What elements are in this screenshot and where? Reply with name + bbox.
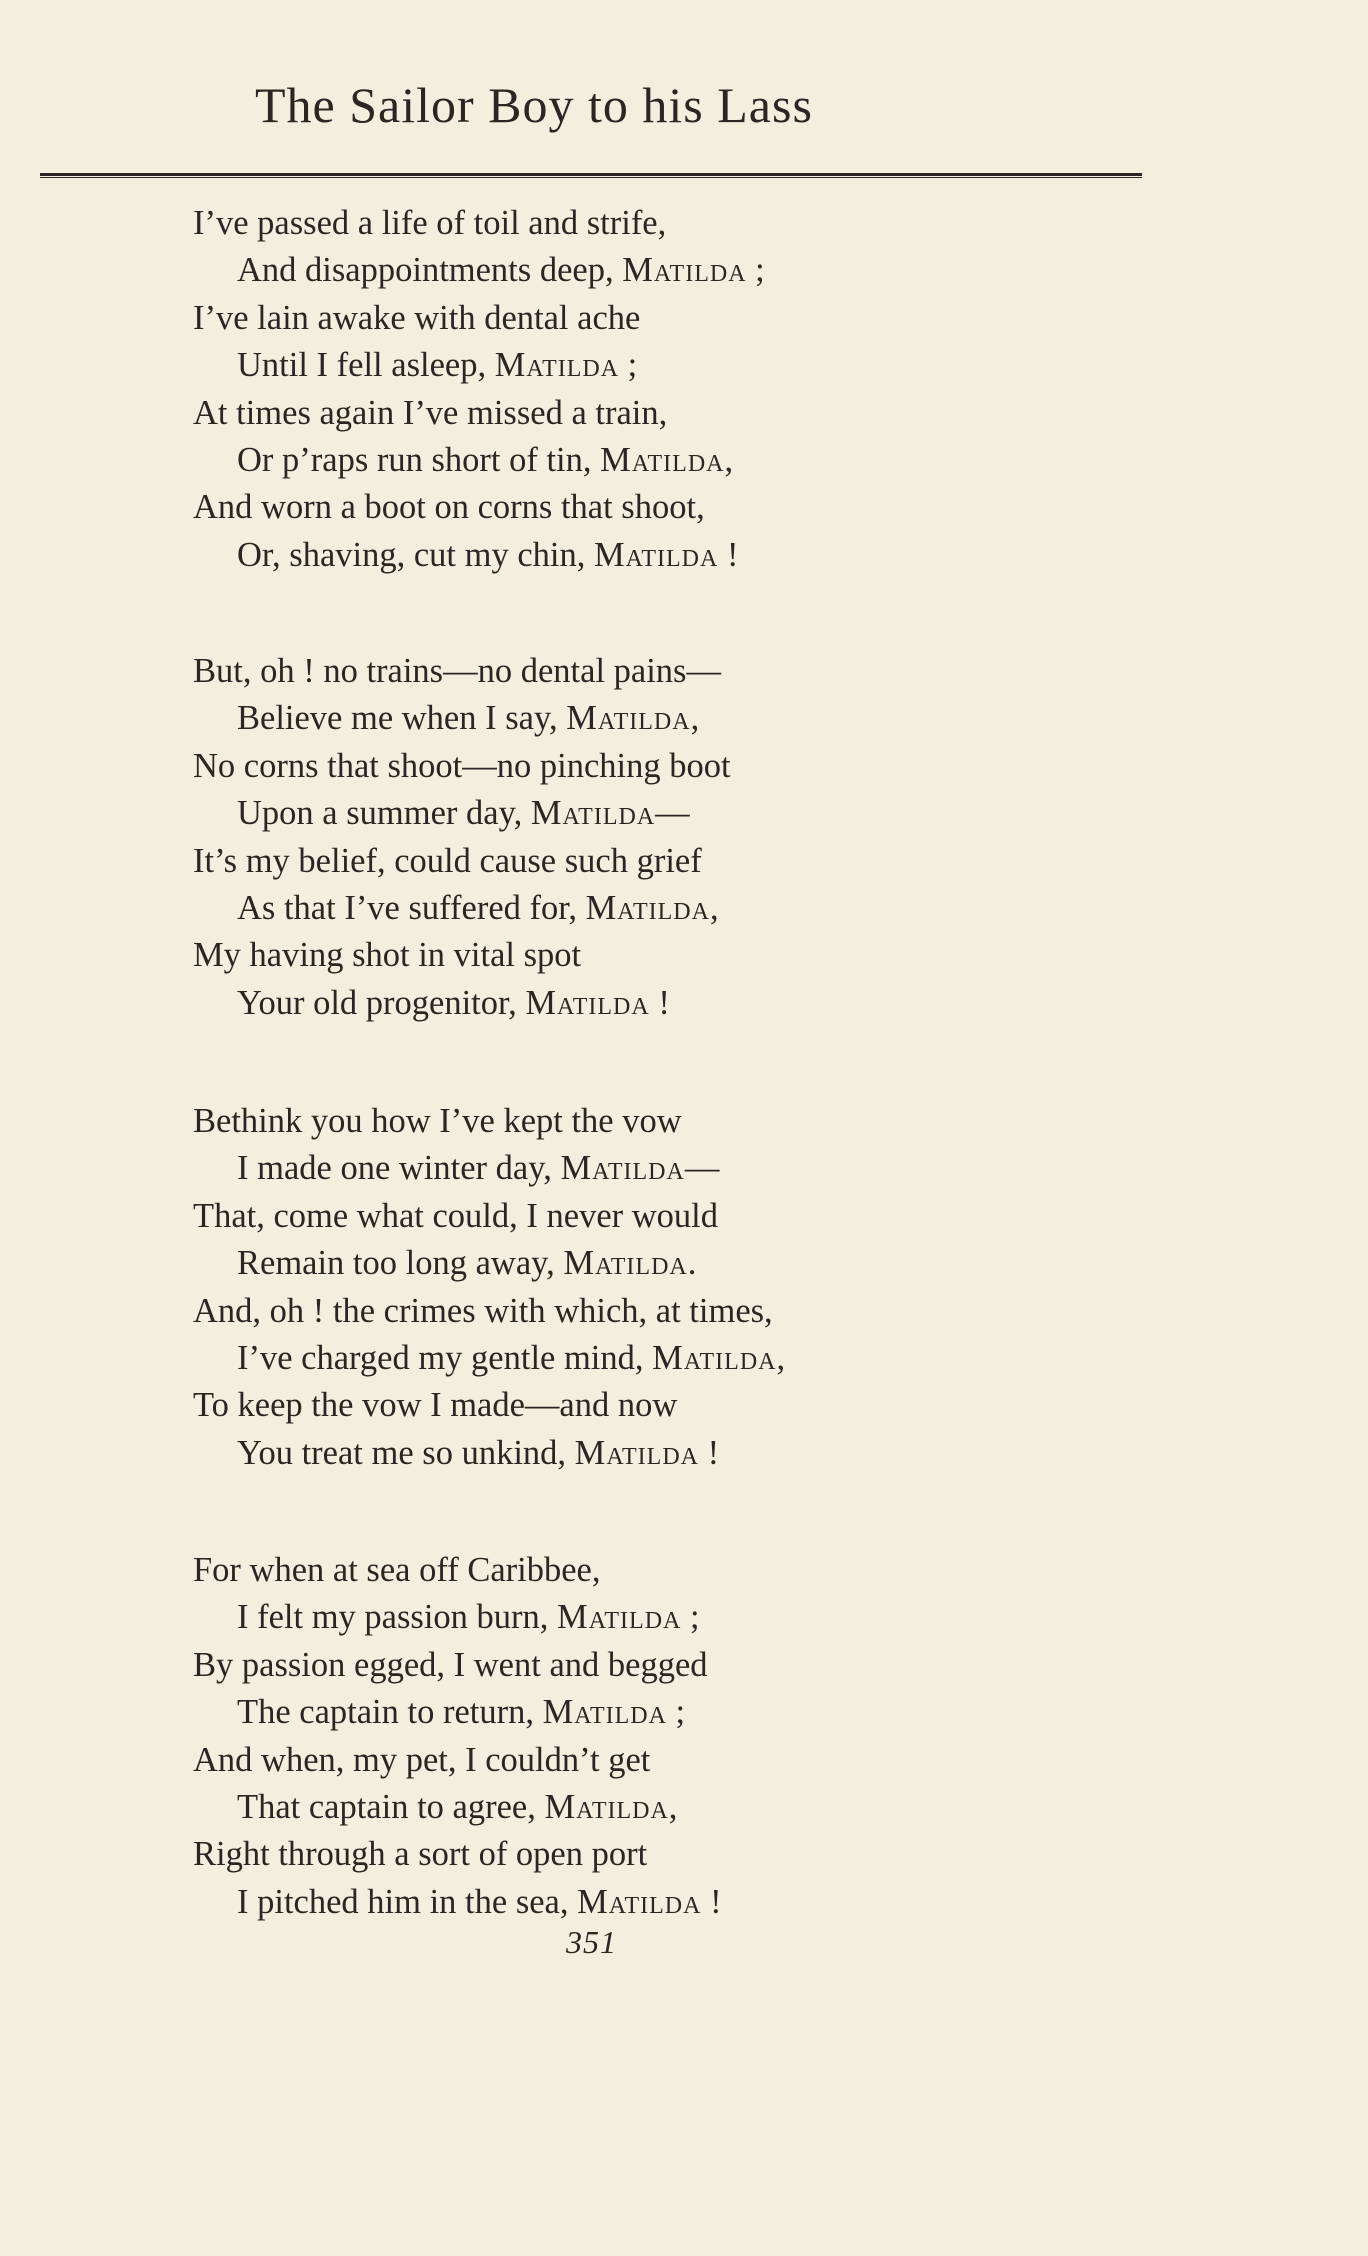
verse-line [193,1831,1093,1878]
verse-text: Right through a sort of open port [193,1835,648,1874]
verse-line [193,390,1093,437]
verse-line [193,484,1093,531]
verse-line [193,295,1093,342]
addressee-name: Matilda [622,251,747,290]
verse-text: It’s my belief, could cause such grief [193,841,702,880]
addressee-name: Matilda [530,794,656,833]
verse-line [193,1288,1093,1335]
verse-text: My having shot in vital spot [193,936,582,975]
verse-punctuation: ; [619,346,638,385]
verse-line [193,1784,1093,1831]
verse-line [193,648,1093,695]
addressee-name: Matilda [557,1598,682,1637]
verse-punctuation: , [724,440,734,479]
addressee-name: Matilda [525,983,650,1022]
verse-punctuation: ! [649,983,670,1022]
verse-text: I made one winter day, [237,1149,561,1188]
stanza [193,1098,1093,1477]
verse-text: Remain too long away, [237,1244,564,1283]
verse-text: By passion egged, I went and begged [193,1645,708,1684]
page-number: 351 [566,1924,617,1960]
verse-line [193,437,1093,484]
verse-text: I pitched him in the sea, [237,1882,578,1921]
title-rule [40,173,1142,178]
verse-text: You treat me so unkind, [237,1433,575,1472]
verse-text: Or, shaving, cut my chin, [237,535,594,574]
verse-text: The captain to return, [237,1693,543,1732]
verse-punctuation: — [684,1149,720,1188]
verse-text: I’ve lain awake with dental ache [193,298,641,337]
verse-text: For when at sea off Caribbee, [193,1551,601,1589]
verse-punctuation: , [690,699,700,738]
verse-text: That, come what could, I never would [193,1196,718,1235]
verse-punctuation: , [776,1338,786,1377]
verse-text: That captain to agree, [237,1787,545,1826]
addressee-name: Matilda [566,699,691,738]
verse-text: Upon a summer day, [237,794,531,833]
verse-text: To keep the vow I made—and now [193,1386,678,1425]
addressee-name: Matilda [585,888,710,927]
verse-text: And when, my pet, I couldn’t get [193,1740,651,1779]
addressee-name: Matilda [494,346,620,385]
addressee-name: Matilda [600,440,725,479]
verse-line [193,1382,1093,1429]
verse-punctuation: ; [681,1598,700,1637]
addressee-name: Matilda [542,1693,667,1732]
verse-line [193,790,1093,837]
verse-line [193,885,1093,932]
verse-text: Bethink you how I’ve kept the vow [193,1102,682,1140]
verse-text: As that I’ve suffered for, [237,888,586,927]
verse-line [193,1689,1093,1736]
verse-line [193,1098,1093,1145]
verse-line [193,1240,1093,1287]
verse-punctuation: — [655,794,690,833]
addressee-name: Matilda [544,1787,669,1826]
verse-punctuation: ! [718,535,739,574]
stanza [193,648,1093,1027]
page-title: The Sailor Boy to his Lass [255,77,813,133]
verse-line [193,1430,1093,1477]
verse-text: No corns that shoot—no pinching boot [193,746,731,785]
verse-text: Believe me when I say, [237,699,567,738]
verse-line [193,1879,1093,1926]
verse-punctuation: , [668,1787,678,1826]
stanza [193,1547,1093,1926]
verse-text: And, oh ! the crimes with which, at times, [193,1291,773,1330]
verse-text: Until I fell asleep, [237,346,495,385]
verse-line [193,1547,1093,1594]
verse-line [193,743,1093,790]
addressee-name: Matilda [563,1244,688,1283]
verse-text: I felt my passion burn, [237,1598,558,1637]
verse-punctuation: , [709,888,719,927]
addressee-name: Matilda [574,1433,699,1472]
verse-line [193,838,1093,885]
verse-line [193,1335,1093,1382]
verse-text: But, oh ! no trains—no dental pains— [193,652,721,690]
verse-punctuation: ; [746,251,765,290]
verse-text: Or p’raps run short of tin, [237,440,601,479]
addressee-name: Matilda [577,1882,702,1921]
verse-text: And disappointments deep, [237,251,623,290]
verse-text: I’ve passed a life of toil and strife, [193,204,667,242]
verse-line [193,342,1093,389]
verse-line [193,1642,1093,1689]
verse-line [193,980,1093,1027]
stanza [193,200,1093,579]
verse-line [193,247,1093,294]
verse-line [193,200,1093,247]
verse-line [193,1594,1093,1641]
verse-punctuation: . [687,1244,697,1283]
verse-text: At times again I’ve missed a train, [193,393,668,432]
verse-punctuation: ! [698,1433,720,1472]
verse-line [193,695,1093,742]
verse-line [193,932,1093,979]
verse-text: And worn a boot on corns that shoot, [193,488,705,527]
verse-punctuation: ! [701,1882,722,1921]
verse-line [193,1737,1093,1784]
verse-punctuation: ; [666,1693,686,1732]
verse-line [193,1145,1093,1192]
verse-line [193,532,1093,579]
verse-text: I’ve charged my gentle mind, [237,1338,653,1377]
addressee-name: Matilda [593,535,719,574]
verse-text: Your old progenitor, [237,983,526,1022]
addressee-name: Matilda [652,1338,777,1377]
addressee-name: Matilda [560,1149,685,1188]
verse-line [193,1193,1093,1240]
